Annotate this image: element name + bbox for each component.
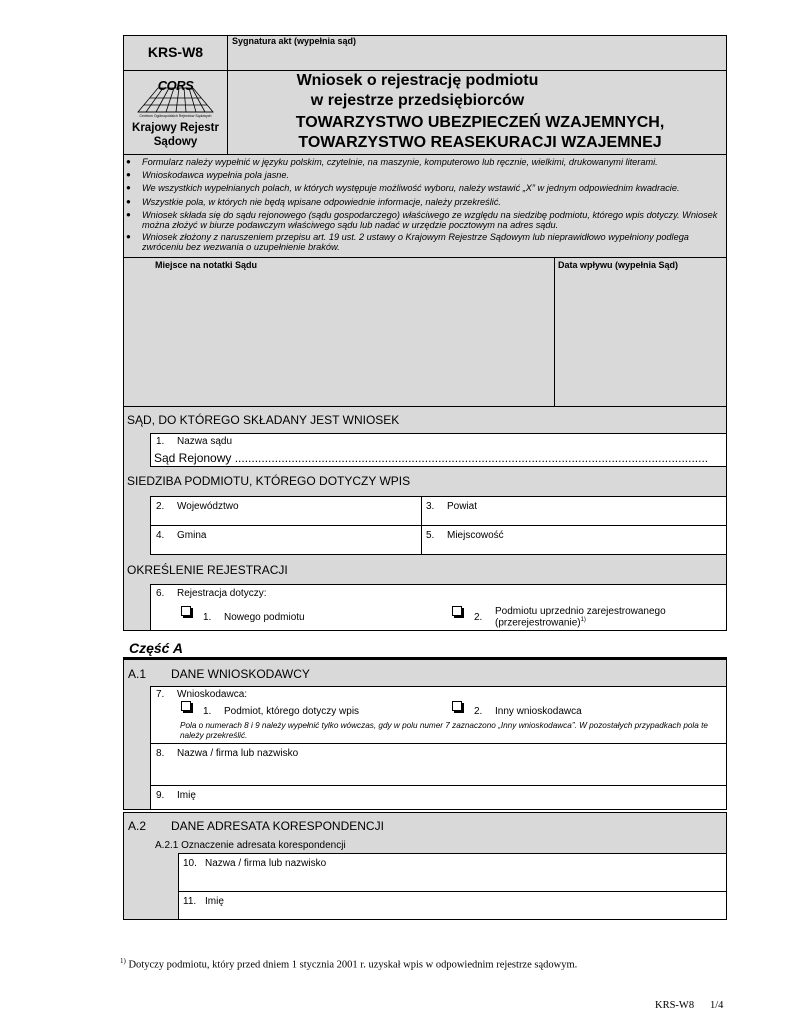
- a2-number: A.2: [128, 819, 147, 833]
- registration-section-title: OKREŚLENIE REJESTRACJI: [127, 563, 288, 577]
- field-number: 4.: [156, 530, 165, 541]
- logo-text: CORS: [157, 78, 194, 93]
- court-notes-divider: [554, 257, 555, 407]
- new-entity-checkbox[interactable]: [181, 606, 191, 616]
- court-notes-area: [123, 257, 727, 407]
- title-line4: TOWARZYSTWO REASEKURACJI WZAJEMNEJ: [298, 134, 662, 151]
- footnote-mark: 1): [120, 957, 126, 965]
- field-number: 1.: [156, 436, 165, 447]
- instruction-item: ● Formularz należy wypełnić w języku polskim, czytelnie, na maszynie, komputerowo lub ręcznie, wielkimi, drukowanymi literami.: [124, 157, 726, 167]
- logo-subtext: Centrum Ogólnopolskich Rejestrów Sądowych: [139, 114, 212, 118]
- option-number: 1.: [203, 612, 212, 623]
- county-label: Powiat: [447, 501, 478, 512]
- voivodeship-label: Województwo: [177, 501, 239, 512]
- title-line1: Wniosek o rejestrację podmiotu: [296, 72, 539, 89]
- entity-applicant-label: Podmiot, którego dotyczy wpis: [224, 706, 360, 717]
- instructions-box: [123, 154, 727, 258]
- commune-label: Gmina: [177, 530, 207, 541]
- field-number: 8.: [156, 748, 165, 759]
- locality-label: Miejscowość: [447, 530, 504, 541]
- instruction-item: ● Wniosek składa się do sądu rejonowego (sądu gospodarczego) właściwego ze względu na siedzibę podmiotu, którego wpis dotyczy. Wniosek można złożyć w biurze podawczym właściwego sądu lub nadać w urzędzie pocztowym na adres sądu.: [124, 210, 726, 230]
- field-number: 2.: [156, 501, 165, 512]
- title-line3: TOWARZYSTWO UBEZPIECZEŃ WZAJEMNYCH,: [295, 114, 665, 131]
- registry-name-line1: Krajowy Rejestr: [132, 122, 219, 134]
- instruction-item: ● We wszystkich wypełnianych polach, w których występuje możliwość wyboru, należy wstawić „X” w jednym odpowiednim kwadracie.: [124, 183, 726, 193]
- recipient-name-label: Nazwa / firma lub nazwisko: [205, 858, 327, 869]
- applicant-note: Pola o numerach 8 i 9 należy wypełnić tylko wówczas, gdy w polu numer 7 zaznaczono „Inny wnioskodawca”. W pozostałych przypadkach pola te należy przekreślić.: [180, 721, 708, 740]
- field-number: 5.: [426, 530, 435, 541]
- field-number: 9.: [156, 790, 165, 801]
- registry-name-line2: Sądowy: [153, 136, 198, 148]
- a21-label: A.2.1 Oznaczenie adresata korespondencji: [155, 840, 346, 851]
- instruction-item: ● Wniosek złożony z naruszeniem przepisu art. 19 ust. 2 ustawy o Krajowym Rejestrze Sądowym lub nieprawidłowo wypełniony podlega zwróceniu bez wezwania o uzupełnienie braków.: [124, 232, 726, 252]
- receipt-date-label: Data wpływu (wypełnia Sąd): [558, 260, 679, 270]
- header-divider-v: [227, 35, 228, 155]
- part-a-title: Część A: [129, 640, 183, 656]
- court-section-title: SĄD, DO KTÓREGO SKŁADANY JEST WNIOSEK: [127, 413, 400, 427]
- footnote: [120, 957, 577, 971]
- field-number: 7.: [156, 689, 165, 700]
- option-number: 2.: [474, 612, 483, 623]
- option-number: 1.: [203, 706, 212, 717]
- a2-title: DANE ADRESATA KORESPONDENCJI: [171, 819, 384, 833]
- court-notes-label: Miejsce na notatki Sądu: [155, 260, 258, 270]
- other-applicant-label: Inny wnioskodawca: [495, 706, 582, 717]
- recipient-firstname-field[interactable]: [178, 891, 727, 920]
- recipient-firstname-label: Imię: [205, 896, 224, 907]
- a1-number: A.1: [128, 667, 147, 681]
- applicant-firstname-label: Imię: [177, 790, 196, 801]
- re-registration-label-line2: [495, 617, 586, 628]
- court-name-label: Nazwa sądu: [177, 436, 233, 447]
- footnote-text: Dotyczy podmiotu, który przed dniem 1 stycznia 2001 r. uzyskał wpis w odpowiednim rejestrze sądowym.: [128, 959, 578, 971]
- field-number: 3.: [426, 501, 435, 512]
- applicant-firstname-field[interactable]: [150, 785, 727, 810]
- footer-page-number: 1/4: [710, 1000, 724, 1011]
- applicant-name-label: Nazwa / firma lub nazwisko: [177, 748, 299, 759]
- entity-applicant-checkbox[interactable]: [181, 701, 191, 711]
- title-line2: w rejestrze przedsiębiorców: [310, 92, 525, 109]
- header-divider-h: [123, 70, 727, 71]
- re-registration-label-line1: Podmiotu uprzednio zarejestrowanego: [495, 606, 666, 617]
- footnote-reference: 1): [580, 617, 586, 623]
- option-number: 2.: [474, 706, 483, 717]
- field-number: 6.: [156, 588, 165, 599]
- instruction-item: ● Wszystkie pola, w których nie będą wpisane odpowiednie informacje, należy przekreślić.: [124, 197, 726, 207]
- form-code: KRS-W8: [147, 44, 204, 60]
- re-registration-checkbox[interactable]: [452, 606, 462, 616]
- signature-label: Sygnatura akt (wypełnia sąd): [232, 36, 357, 46]
- new-entity-label: Nowego podmiotu: [224, 612, 305, 623]
- applicant-label: Wnioskodawca:: [177, 689, 248, 700]
- re-registration-text: (przerejestrowanie): [495, 617, 581, 629]
- other-applicant-checkbox[interactable]: [452, 701, 462, 711]
- footer-code: KRS-W8: [655, 1000, 695, 1011]
- field-number: 10.: [183, 858, 197, 869]
- court-name-value[interactable]: Sąd Rejonowy ..............................................................................................................................................: [154, 451, 709, 465]
- instruction-item: ● Wnioskodawca wypełnia pola jasne.: [124, 170, 726, 180]
- seat-section-title: SIEDZIBA PODMIOTU, KTÓREGO DOTYCZY WPIS: [127, 474, 411, 488]
- registration-label: Rejestracja dotyczy:: [177, 588, 267, 599]
- field-number: 11.: [183, 896, 197, 907]
- a1-title: DANE WNIOSKODAWCY: [171, 667, 310, 681]
